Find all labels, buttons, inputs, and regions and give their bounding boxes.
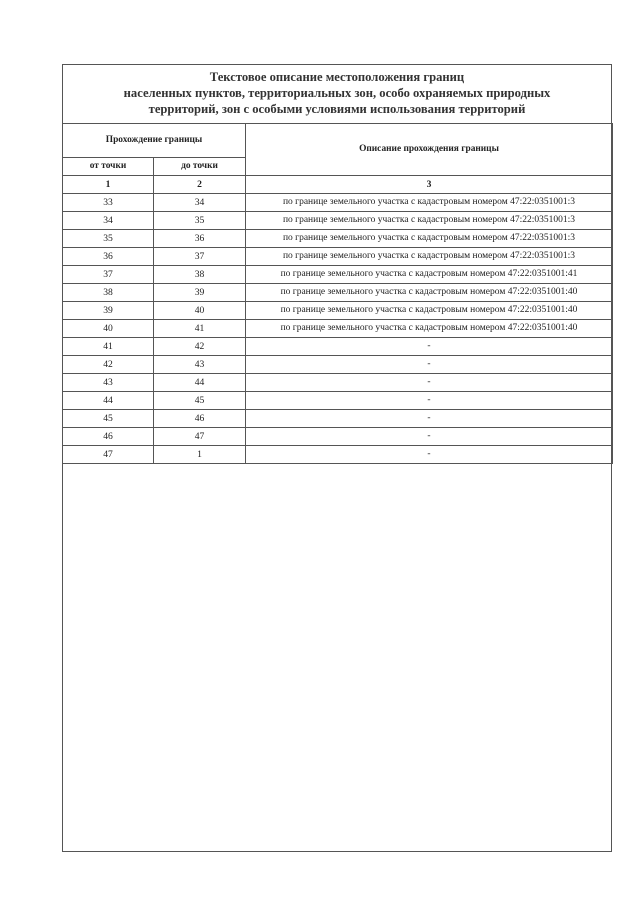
to-point-header: до точки	[154, 158, 246, 176]
description-cell: -	[246, 374, 613, 392]
to-point-cell: 40	[154, 302, 246, 320]
table-row	[63, 248, 613, 266]
title-line-1: Текстовое описание местоположения границ	[209, 70, 465, 84]
table-row	[63, 230, 613, 248]
to-point-cell: 42	[154, 338, 246, 356]
column-number-row	[63, 176, 613, 194]
table-row	[63, 338, 613, 356]
to-point-cell: 36	[154, 230, 246, 248]
from-point-cell: 47	[63, 446, 154, 464]
table-row	[63, 446, 613, 464]
from-point-cell: 42	[63, 356, 154, 374]
from-point-cell: 40	[63, 320, 154, 338]
column-number-1: 1	[63, 176, 154, 194]
to-point-cell: 34	[154, 194, 246, 212]
table-row	[63, 302, 613, 320]
table-row	[63, 410, 613, 428]
table-row	[63, 392, 613, 410]
from-point-cell: 44	[63, 392, 154, 410]
document-frame	[62, 64, 612, 852]
from-point-cell: 34	[63, 212, 154, 230]
description-cell: по границе земельного участка с кадастровым номером 47:22:0351001:41	[246, 266, 613, 284]
to-point-cell: 39	[154, 284, 246, 302]
column-number-3: 3	[246, 176, 613, 194]
to-point-cell: 41	[154, 320, 246, 338]
to-point-cell: 47	[154, 428, 246, 446]
description-cell: по границе земельного участка с кадастровым номером 47:22:0351001:40	[246, 284, 613, 302]
title-line-3: территорий, зон с особыми условиями использования территорий	[148, 102, 526, 116]
passage-header: Прохождение границы	[63, 124, 246, 158]
boundary-table	[62, 123, 613, 464]
from-point-header: от точки	[63, 158, 154, 176]
from-point-cell: 46	[63, 428, 154, 446]
description-cell: по границе земельного участка с кадастровым номером 47:22:0351001:3	[246, 248, 613, 266]
from-point-cell: 37	[63, 266, 154, 284]
description-cell: по границе земельного участка с кадастровым номером 47:22:0351001:40	[246, 320, 613, 338]
to-point-cell: 45	[154, 392, 246, 410]
description-cell: по границе земельного участка с кадастровым номером 47:22:0351001:40	[246, 302, 613, 320]
to-point-cell: 43	[154, 356, 246, 374]
from-point-cell: 38	[63, 284, 154, 302]
description-cell: по границе земельного участка с кадастровым номером 47:22:0351001:3	[246, 194, 613, 212]
from-point-cell: 45	[63, 410, 154, 428]
table-row	[63, 374, 613, 392]
from-point-cell: 41	[63, 338, 154, 356]
from-point-cell: 36	[63, 248, 154, 266]
table-row	[63, 428, 613, 446]
description-header: Описание прохождения границы	[246, 124, 613, 176]
table-row	[63, 356, 613, 374]
to-point-cell: 44	[154, 374, 246, 392]
from-point-cell: 39	[63, 302, 154, 320]
table-row	[63, 266, 613, 284]
to-point-cell: 38	[154, 266, 246, 284]
description-cell: -	[246, 410, 613, 428]
table-row	[63, 284, 613, 302]
description-cell: -	[246, 356, 613, 374]
description-cell: по границе земельного участка с кадастровым номером 47:22:0351001:3	[246, 212, 613, 230]
table-row	[63, 320, 613, 338]
description-cell: -	[246, 446, 613, 464]
from-point-cell: 43	[63, 374, 154, 392]
to-point-cell: 46	[154, 410, 246, 428]
description-cell: по границе земельного участка с кадастровым номером 47:22:0351001:3	[246, 230, 613, 248]
column-number-2: 2	[154, 176, 246, 194]
table-row	[63, 212, 613, 230]
header-row-1	[63, 124, 613, 158]
from-point-cell: 35	[63, 230, 154, 248]
description-cell: -	[246, 428, 613, 446]
to-point-cell: 35	[154, 212, 246, 230]
description-cell: -	[246, 392, 613, 410]
table-row	[63, 194, 613, 212]
title-line-2: населенных пунктов, территориальных зон, особо охраняемых природных	[123, 86, 551, 100]
document-title	[63, 65, 611, 119]
to-point-cell: 1	[154, 446, 246, 464]
from-point-cell: 33	[63, 194, 154, 212]
to-point-cell: 37	[154, 248, 246, 266]
description-cell: -	[246, 338, 613, 356]
